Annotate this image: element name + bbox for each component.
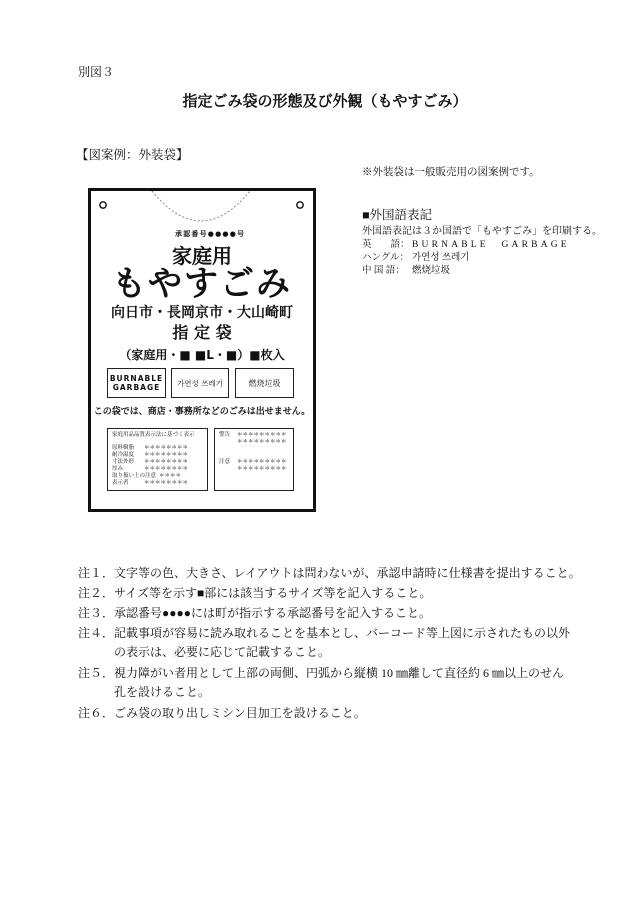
note-number: 注６． xyxy=(78,706,115,720)
lang-english-line2: GARBAGE xyxy=(112,383,161,392)
size-count: （家庭用・■ ■L・■）■枚入 xyxy=(119,348,285,362)
quality-row-value: ＊＊＊＊ xyxy=(159,473,182,479)
note-text: ごみ袋の取り出しミシン目加工を設けること。 xyxy=(114,706,366,720)
foreign-row-korean xyxy=(362,252,469,265)
quality-row-label: 耐冷温度 xyxy=(112,452,135,458)
approval-number: 承認番号●●●●号 xyxy=(175,230,246,238)
note-text: サイズ等を示す■部には該当するサイズ等を記入すること。 xyxy=(114,586,432,600)
quality-row-label: 厚み xyxy=(112,466,124,472)
example-heading: 【図案例：外装袋】 xyxy=(76,148,189,162)
caution-text-line1: ＊＊＊＊＊＊＊＊＊ xyxy=(237,459,287,465)
caution-label: 注意 xyxy=(219,459,231,465)
foreign-row-value: 가연성 쓰레기 xyxy=(412,253,470,263)
note-4 xyxy=(78,625,570,641)
quality-row xyxy=(112,473,181,480)
note-text: 文字等の色、大きさ、レイアウトは問わないが、承認申請時に仕様書を提出すること。 xyxy=(114,566,581,580)
quality-label-box xyxy=(107,428,208,491)
municipalities: 向日市・長岡京市・大山崎町 xyxy=(111,305,293,321)
warning-text-line1: ＊＊＊＊＊＊＊＊＊ xyxy=(237,432,287,438)
quality-row-value: ＊＊＊＊＊＊＊＊ xyxy=(144,480,189,486)
quality-row xyxy=(112,445,188,452)
quality-label-title: 家庭用品品質表示法に基づく表示 xyxy=(112,432,195,438)
quality-row-label: 表示者 xyxy=(112,480,129,486)
restriction-text: この袋では、商店・事務所などのごみは出せません。 xyxy=(93,407,311,417)
quality-row-label: 取り扱い上の注意 xyxy=(112,473,157,479)
foreign-row-value: 燃烧垃圾 xyxy=(412,266,451,276)
note-3 xyxy=(78,605,431,621)
foreign-row-label: 中 国 語： xyxy=(362,266,405,276)
lang-chinese: 燃烧垃圾 xyxy=(248,378,281,388)
foreign-row-chinese xyxy=(362,265,450,278)
note-2 xyxy=(78,585,431,601)
lang-korean: 가연성 쓰레기 xyxy=(177,378,223,388)
quality-row-label: 寸法外形 xyxy=(112,459,135,465)
note-number: 注５． xyxy=(78,666,115,680)
note-5 xyxy=(78,665,564,681)
quality-row xyxy=(112,466,188,473)
quality-row xyxy=(112,480,188,487)
lang-box-english xyxy=(107,368,166,398)
note-number: 注２． xyxy=(78,586,115,600)
foreign-row-value: BURNABLE GARBAGE xyxy=(412,240,570,250)
note-text: 記載事項が容易に読み取れることを基本とし、バーコード等上図に示されたもの以外 xyxy=(114,626,571,640)
quality-row-value: ＊＊＊＊＊＊＊＊ xyxy=(144,452,189,458)
foreign-language-description: 外国語表記は３か国語で「もやすごみ」を印刷する。 xyxy=(362,226,602,237)
lang-box-korean xyxy=(171,368,229,398)
note-4-continuation: の表示は、必要に応じて記載すること。 xyxy=(114,645,331,659)
note-number: 注１． xyxy=(78,566,115,580)
designated-bag-label: 指 定 袋 xyxy=(172,323,232,342)
foreign-row-english xyxy=(362,239,570,252)
note-number: 注４． xyxy=(78,626,115,640)
foreign-language-heading: ■外国語表記 xyxy=(362,208,433,222)
note-text: 承認番号●●●●には町が指示する承認番号を記入すること。 xyxy=(114,606,431,620)
quality-row xyxy=(112,459,188,466)
bag-category: 家庭用 xyxy=(172,244,232,268)
bag-type: もやすごみ xyxy=(112,264,292,304)
quality-row-label: 原料樹脂 xyxy=(112,445,135,451)
warning-label: 警告 xyxy=(219,432,231,438)
warning-text-line2: ＊＊＊＊＊＊＊＊＊ xyxy=(237,439,287,445)
page-title: 指定ごみ袋の形態及び外観（もやすごみ） xyxy=(182,94,468,110)
note-6 xyxy=(78,705,366,721)
figure-number: 別図３ xyxy=(78,65,115,79)
handle-cutout-arc xyxy=(152,191,250,221)
foreign-row-label: ハングル： xyxy=(362,253,410,263)
punch-hole-right xyxy=(297,202,303,208)
warning-box xyxy=(214,428,294,491)
note-1 xyxy=(78,565,581,581)
quality-row-value: ＊＊＊＊＊＊＊＊ xyxy=(144,445,189,451)
note-5-continuation: 孔を設けること。 xyxy=(114,685,211,699)
caution-text-line2: ＊＊＊＊＊＊＊＊＊ xyxy=(237,466,287,472)
lang-box-chinese xyxy=(235,368,294,398)
example-note: ※外装袋は一般販売用の図案例です。 xyxy=(362,167,540,178)
foreign-row-label: 英 語： xyxy=(362,240,410,250)
quality-row-value: ＊＊＊＊＊＊＊＊ xyxy=(144,466,189,472)
punch-hole-left xyxy=(100,202,106,208)
lang-english-line1: BURNABLE xyxy=(109,374,164,383)
note-text: 視力障がい者用として上部の両側、円弧から縦横 10 ㎜離して直径約 6 ㎜以上のせん xyxy=(114,666,565,680)
quality-row-value: ＊＊＊＊＊＊＊＊ xyxy=(144,459,189,465)
quality-row xyxy=(112,452,188,459)
note-number: 注３． xyxy=(78,606,115,620)
